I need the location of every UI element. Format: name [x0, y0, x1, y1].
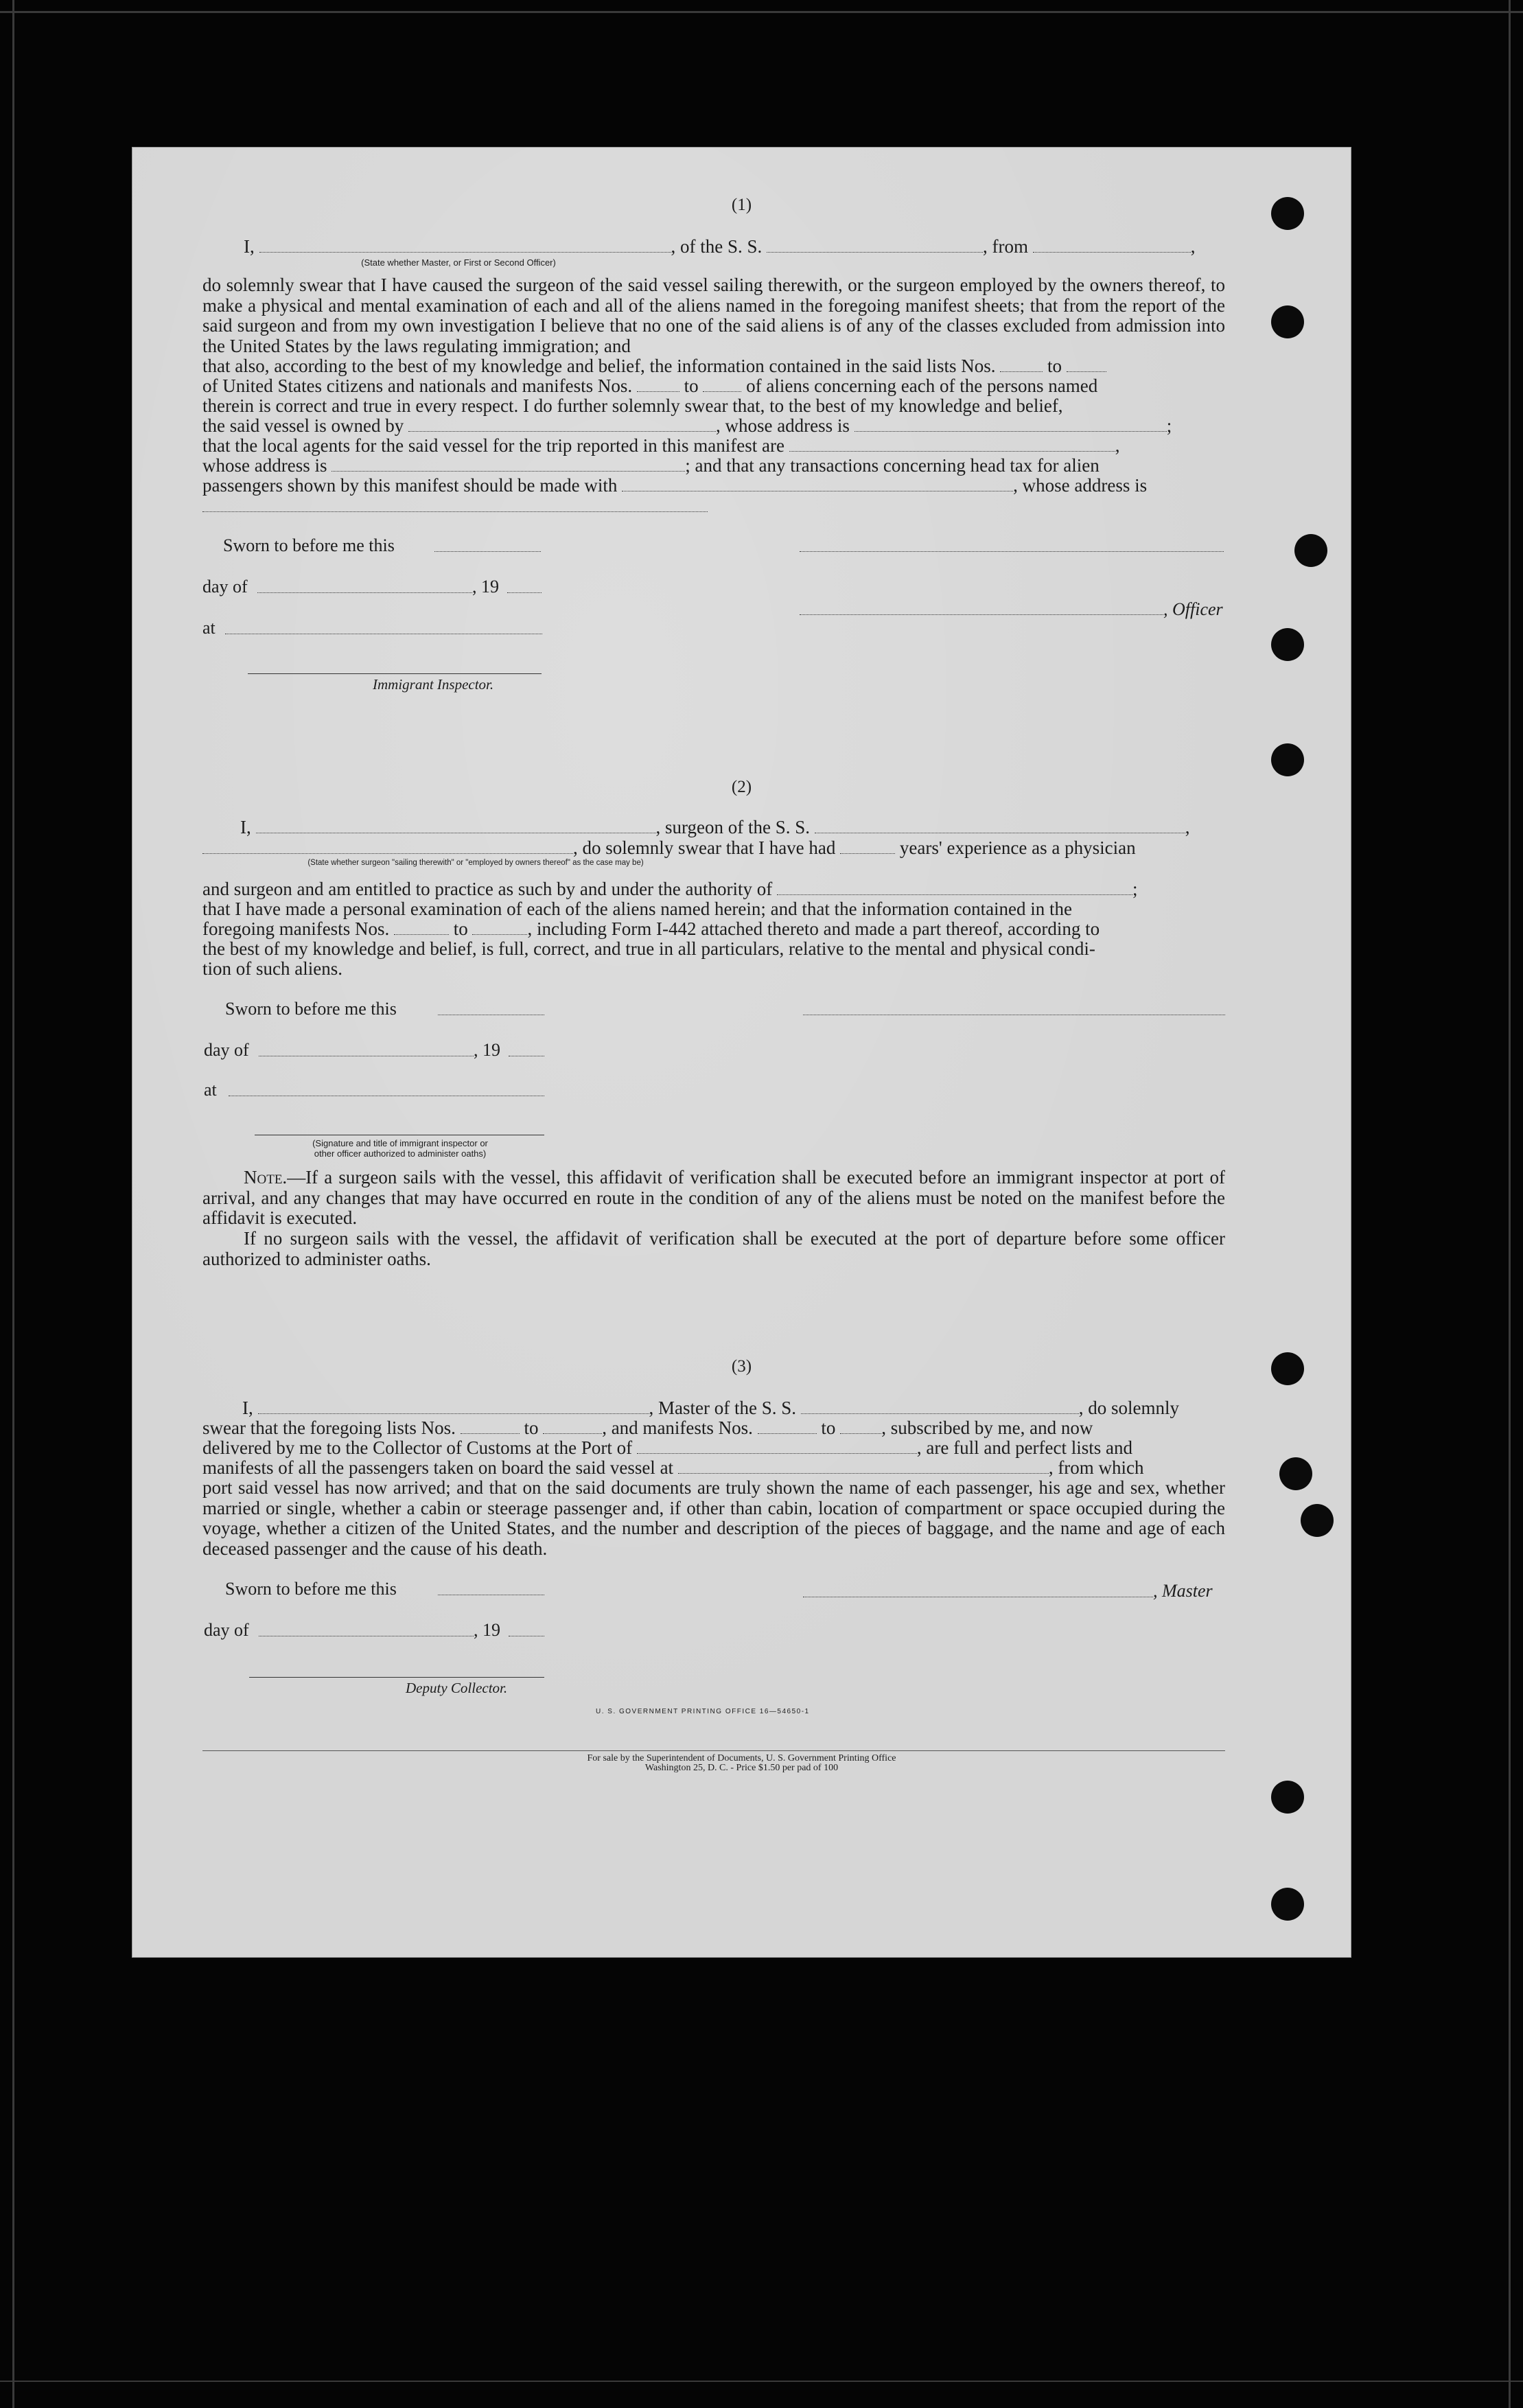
frame-line-left [12, 0, 14, 2408]
section1-line-b7: passengers shown by this manifest should be made with , whose address is [202, 475, 1148, 496]
surgeon-name-field[interactable] [256, 819, 656, 833]
punch-hole [1279, 1457, 1312, 1490]
section1-inspector: Immigrant Inspector. [373, 676, 494, 693]
section2-line7: tion of such aliens. [202, 958, 342, 979]
section1-month-field[interactable] [257, 592, 472, 593]
section2-line1: I, , surgeon of the S. S. , [240, 817, 1190, 837]
section1-sworn-day-field[interactable] [434, 551, 541, 552]
section3-heading: (3) [731, 1357, 752, 1376]
section3-line1: I, , Master of the S. S. , do solemnly [242, 1398, 1179, 1418]
rank-field[interactable] [259, 238, 671, 253]
from-port-field[interactable] [1033, 238, 1191, 253]
section3-line4: manifests of all the passengers taken on board the said vessel at , from which [202, 1457, 1144, 1478]
section1-nineteen: , 19 [472, 577, 499, 597]
owner-field[interactable] [408, 417, 716, 432]
section1-day-of: day of [202, 577, 248, 597]
section3-sworn: Sworn to before me this [225, 1579, 397, 1599]
section2-nineteen: , 19 [474, 1040, 500, 1060]
section1-line-b1: that also, according to the best of my knowledge and belief, the information contained in the said lists Nos. to [202, 356, 1225, 376]
embark-port-field[interactable] [678, 1459, 1049, 1474]
section1-paragraph: do solemnly swear that I have caused the surgeon of the said vessel sailing therewith, or the surgeon employed by the owners thereof, to make a physical and mental examination of each and all of the aliens named in the foregoing manifest sheets; that from the report of the said surgeon and from my own investigation I believe that no one of the said aliens is of any of the classes excluded from admission into the United States by the laws regulating immigration; and [202, 275, 1225, 356]
s2-manifests-to-field[interactable] [472, 921, 527, 935]
frame-line-right [1509, 0, 1511, 2408]
section1-line-b6: whose address is ; and that any transactions concerning head tax for alien [202, 455, 1100, 476]
surgeon-status-field[interactable] [202, 840, 573, 854]
punch-hole [1301, 1504, 1334, 1537]
s3-vessel-field[interactable] [801, 1400, 1079, 1414]
vessel-name-field[interactable] [767, 238, 983, 253]
section1-line1: I, , of the S. S. , from , [244, 236, 1196, 257]
punch-hole [1294, 534, 1327, 567]
authority-field[interactable] [777, 881, 1132, 895]
section1-year-field[interactable] [507, 592, 542, 593]
section2-day-of: day of [204, 1040, 249, 1060]
section2-line6: the best of my knowledge and belief, is full, correct, and true in all particulars, relative to the mental and physical condi- [202, 938, 1095, 959]
section1-signature-line[interactable] [800, 551, 1224, 552]
section1-inspector-line[interactable] [248, 673, 542, 674]
section2-line4: that I have made a personal examination of each of the aliens named herein; and that the information contained in the [202, 899, 1073, 919]
lists-to-field[interactable] [1067, 358, 1106, 372]
section1-line-b3: therein is correct and true in every respect. I do further solemnly swear that, to the best of my knowledge and belief, [202, 395, 1063, 416]
section1-heading: (1) [731, 196, 752, 214]
section3-deputy-line[interactable] [249, 1677, 544, 1678]
section2-sworn: Sworn to before me this [225, 999, 397, 1019]
frame-line-bottom [0, 2381, 1523, 2382]
section3-paragraph: port said vessel has now arrived; and that on the said documents are truly shown the name of each passenger, his age and sex, whether married or single, whether a cabin or steerage passenger and, if other than cabin, location of compartment or space occupied during the voyage, whether a citizen of the United States, and the number and description of the pieces of baggage, and the name and age of each deceased passenger and the cause of his death. [202, 1477, 1225, 1559]
surgeon-vessel-field[interactable] [815, 819, 1185, 833]
punch-hole [1271, 1888, 1304, 1921]
s3-manifests-from-field[interactable] [758, 1420, 817, 1434]
frame-line-top [0, 11, 1523, 13]
punch-hole [1271, 1781, 1304, 1814]
section2-at: at [204, 1080, 217, 1100]
punch-hole [1271, 628, 1304, 661]
owner-address-field[interactable] [854, 417, 1167, 432]
section2-sig-caption: (Signature and title of immigrant inspector or other officer authorized to administer oaths) [312, 1138, 488, 1159]
section3-master: , Master [1153, 1581, 1213, 1601]
section2-note-2: If no surgeon sails with the vessel, the affidavit of verification shall be executed at the port of departure before some officer authorized to administer oaths. [202, 1228, 1225, 1269]
section1-sworn: Sworn to before me this [223, 535, 395, 555]
manifests-to-field[interactable] [703, 378, 741, 392]
gpo-imprint: U. S. GOVERNMENT PRINTING OFFICE 16—54650-1 [596, 1708, 810, 1715]
head-tax-address-field[interactable] [202, 511, 708, 512]
s2-manifests-from-field[interactable] [394, 921, 449, 935]
section2-heading: (2) [731, 778, 752, 796]
section3-nineteen: , 19 [474, 1620, 500, 1640]
master-name-field[interactable] [258, 1400, 649, 1414]
section1-officer: , Officer [1163, 599, 1223, 619]
section1-line-b4: the said vessel is owned by , whose address is ; [202, 415, 1172, 436]
form-page [132, 147, 1351, 1958]
section1-at: at [202, 618, 216, 638]
agents-field[interactable] [789, 437, 1115, 452]
section2-line5: foregoing manifests Nos. to , including Form I-442 attached thereto and made a part thereof, according to [202, 918, 1100, 939]
manifests-from-field[interactable] [637, 378, 679, 392]
section2-note: Note.—If a surgeon sails with the vessel, this affidavit of verification shall be executed before an immigrant inspector at port of arrival, and any changes that may have occurred en route in the condition of any of the aliens must be noted on the manifest before the affidavit is executed. [202, 1167, 1225, 1229]
port-field[interactable] [637, 1439, 917, 1454]
s3-manifests-to-field[interactable] [840, 1420, 881, 1434]
section2-line3: and surgeon and am entitled to practice as such by and under the authority of ; [202, 879, 1138, 899]
punch-hole [1271, 305, 1304, 338]
lists-from-field[interactable] [1000, 358, 1043, 372]
section2-caption: (State whether surgeon "sailing therewith" or "employed by owners thereof" as the case may be) [307, 859, 644, 867]
agents-address-field[interactable] [332, 457, 685, 472]
punch-hole [1271, 197, 1304, 230]
s3-lists-from-field[interactable] [461, 1420, 520, 1434]
s3-lists-to-field[interactable] [543, 1420, 602, 1434]
section3-day-of: day of [204, 1620, 249, 1640]
punch-hole [1271, 743, 1304, 776]
section1-line-b5: that the local agents for the said vessel for the trip reported in this manifest are , [202, 435, 1120, 456]
section1-caption: (State whether Master, or First or Second Officer) [361, 257, 556, 268]
years-experience-field[interactable] [840, 840, 895, 854]
section1-officer-line[interactable] [800, 614, 1163, 615]
punch-hole [1271, 1352, 1304, 1385]
footer-rule [202, 1750, 1225, 1751]
section3-line3: delivered by me to the Collector of Customs at the Port of , are full and perfect lists and [202, 1437, 1133, 1458]
section2-line2: , do solemnly swear that I have had years' experience as a physician [202, 838, 1225, 858]
section3-deputy: Deputy Collector. [406, 1680, 508, 1696]
footer-sale-note: For sale by the Superintendent of Documents, U. S. Government Printing Office Washington 25, D. C. - Price $1.50 per pad of 100 [587, 1753, 896, 1773]
section3-line2: swear that the foregoing lists Nos. to , and manifests Nos. to , subscribed by me, and now [202, 1417, 1093, 1438]
section1-line-b2: of United States citizens and nationals and manifests Nos. to of aliens concerning each of the persons named [202, 375, 1098, 396]
head-tax-party-field[interactable] [622, 477, 1013, 491]
